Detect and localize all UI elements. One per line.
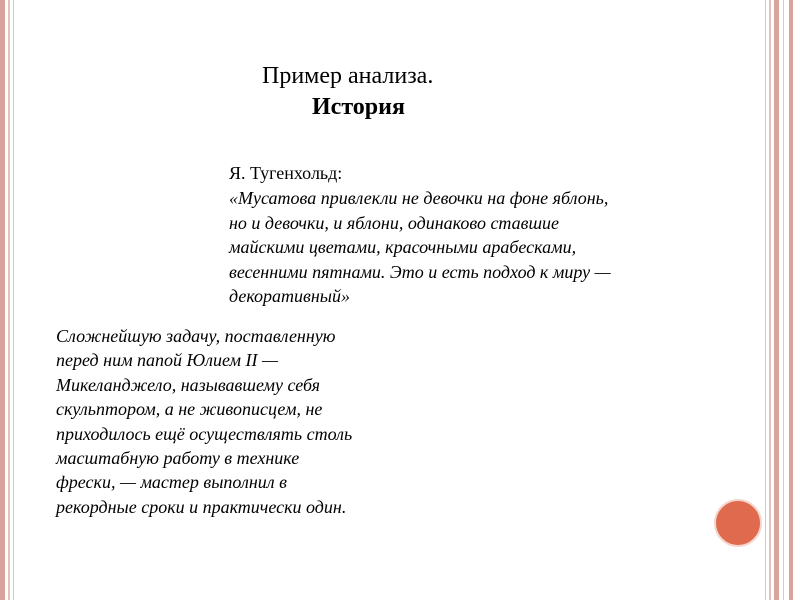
quote-block [229,186,749,309]
quote-line: декоративный» [229,286,350,306]
paragraph-line: приходилось ещё осуществлять столь [56,423,353,444]
right-border-stripe [774,0,779,600]
paragraph-line: скульптором, а не живописцем, не [56,399,323,420]
right-border-stripe [765,0,766,600]
slide-subtitle: История [312,94,405,120]
paragraph-line: Сложнейшую задачу, поставленную [56,326,336,346]
quote-author: Я. Тугенхольд: [229,163,343,183]
right-border-stripe [789,0,793,600]
paragraph-line: масштабную работу в технике [56,448,300,469]
quote-line: весенними пятнами. Это и есть подход к миру — [229,261,611,282]
body-paragraph [56,324,456,519]
paragraph-line: Микеланджело, называвшему себя [56,374,320,395]
paragraph-line: перед ним папой Юлием II — [56,350,279,371]
decorative-circle-icon [714,499,762,547]
left-border-stripe [0,0,5,600]
quote-line: но и девочки, и яблони, одинаково ставшие [229,212,560,233]
slide-title: Пример анализа. [262,63,434,89]
right-border-stripe [783,0,784,600]
left-border-stripe [13,0,14,600]
quote-line: майскими цветами, красочными арабесками, [229,237,577,257]
paragraph-line: фрески, — мастер выполнил в [56,472,287,493]
right-border-stripe [769,0,771,600]
paragraph-line: рекордные сроки и практически один. [56,496,347,517]
left-border-stripe [8,0,10,600]
quote-line: «Мусатова привлекли не девочки на фоне яблонь, [229,188,609,208]
